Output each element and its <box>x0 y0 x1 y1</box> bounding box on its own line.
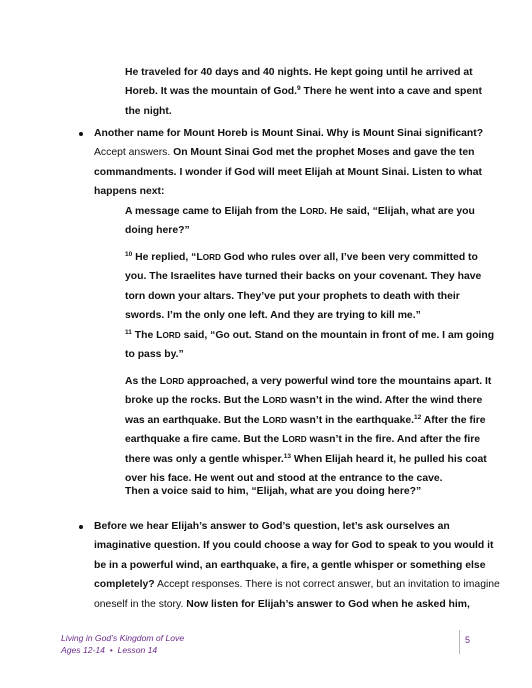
line: be in a powerful wind, an earthquake, a fire, a gentle whisper or something else <box>94 559 486 571</box>
scripture-quote-5 <box>125 482 421 501</box>
line: As the LORD approached, a very powerful wind tore the mountains apart. It <box>125 376 492 387</box>
scripture-intro <box>125 63 482 121</box>
teacher-prompt-1 <box>94 124 483 202</box>
verse-number: 10 <box>125 251 133 258</box>
line: doing here?” <box>125 225 190 237</box>
lord-smallcaps: LORD <box>262 395 287 407</box>
line: was an earthquake. But the LORD wasn’t in the earthquake.$^{12}$ After the fire <box>125 413 486 426</box>
line: $^{11}$ The LORD said, “Go out. Stand on the mountain in front of me. I am going <box>125 329 495 341</box>
footer-curriculum <box>61 632 184 656</box>
line: He traveled for 40 days and 40 nights. He kept going until he arrived at <box>125 67 473 78</box>
line: Another name for Mount Horeb is Mount Sinai. Why is Mount Sinai significant? <box>94 128 484 139</box>
line: broke up the rocks. But the LORD wasn’t in the wind. After the wind there <box>125 395 483 407</box>
bullet-dot <box>79 132 83 136</box>
line: commandments. I wonder if God will meet Elijah at Mount Sinai. Listen to what <box>94 166 482 178</box>
lord-smallcaps: LORD <box>159 376 185 387</box>
lord-smallcaps: LORD <box>196 252 221 263</box>
scripture-quote-2 <box>125 248 481 326</box>
footer-title: Living in God’s Kingdom of Love <box>61 633 185 643</box>
line: earthquake a fire came. But the LORD wasn’t in the fire. And after the fire <box>125 434 481 446</box>
verse-number: 11 <box>125 329 132 336</box>
line: completely? Accept responses. There is not correct answer, but an invitation to imagine <box>94 579 500 591</box>
lord-smallcaps: LORD <box>156 330 181 341</box>
scripture-quote-4 <box>125 372 491 488</box>
line: over his face. He went out and stood at the entrance to the cave. <box>125 473 443 485</box>
line: there was only a gentle whisper.$^{13}$ When Elijah heard it, he pulled his coat <box>125 452 487 465</box>
footer-separator: • <box>109 645 113 655</box>
lord-smallcaps: LORD <box>262 414 287 426</box>
line: $^{10}$ He replied, “LORD God who rules over all, I’ve been very committed to <box>125 251 478 263</box>
teacher-prompt-2 <box>94 517 500 614</box>
line: Accept answers. On Mount Sinai God met the prophet Moses and gave the ten <box>94 147 475 159</box>
line: the night. <box>125 105 172 117</box>
line: happens next: <box>94 186 165 198</box>
verse-number: 13 <box>283 452 292 460</box>
page-number: 5 <box>465 635 471 645</box>
line: oneself in the story. Now listen for Elijah’s answer to God when he asked him, <box>94 598 470 610</box>
verse-number: 12 <box>414 413 422 421</box>
bullet-dot <box>79 525 83 529</box>
line: torn down your altars. They’ve put your prophets to death with their <box>125 290 460 302</box>
line: to pass by.” <box>125 349 184 361</box>
scripture-quote-1 <box>125 202 475 241</box>
line: Horeb. It was the mountain of God.$^9$ There he went into a cave and spent <box>125 85 482 98</box>
line: you. The Israelites have turned their backs on your covenant. They have <box>125 271 482 283</box>
verse-number: 9 <box>297 85 301 93</box>
scripture-quote-3 <box>125 326 494 365</box>
line: A message came to Elijah from the LORD. He said, “Elijah, what are you <box>125 206 475 217</box>
line: Then a voice said to him, “Elijah, what are you doing here?” <box>125 486 422 497</box>
lord-smallcaps: LORD <box>282 434 307 446</box>
line: imaginative question. If you could choose a way for God to speak to you would it <box>94 540 494 552</box>
lord-smallcaps: LORD <box>299 206 325 217</box>
footer-ages-lesson: Ages 12-14 • Lesson 14 <box>61 645 158 655</box>
line: swords. I’m the only one left. And they are trying to kill me.” <box>125 310 421 322</box>
line: Before we hear Elijah’s answer to God’s question, let’s ask ourselves an <box>94 521 450 532</box>
footer-divider <box>459 630 460 654</box>
